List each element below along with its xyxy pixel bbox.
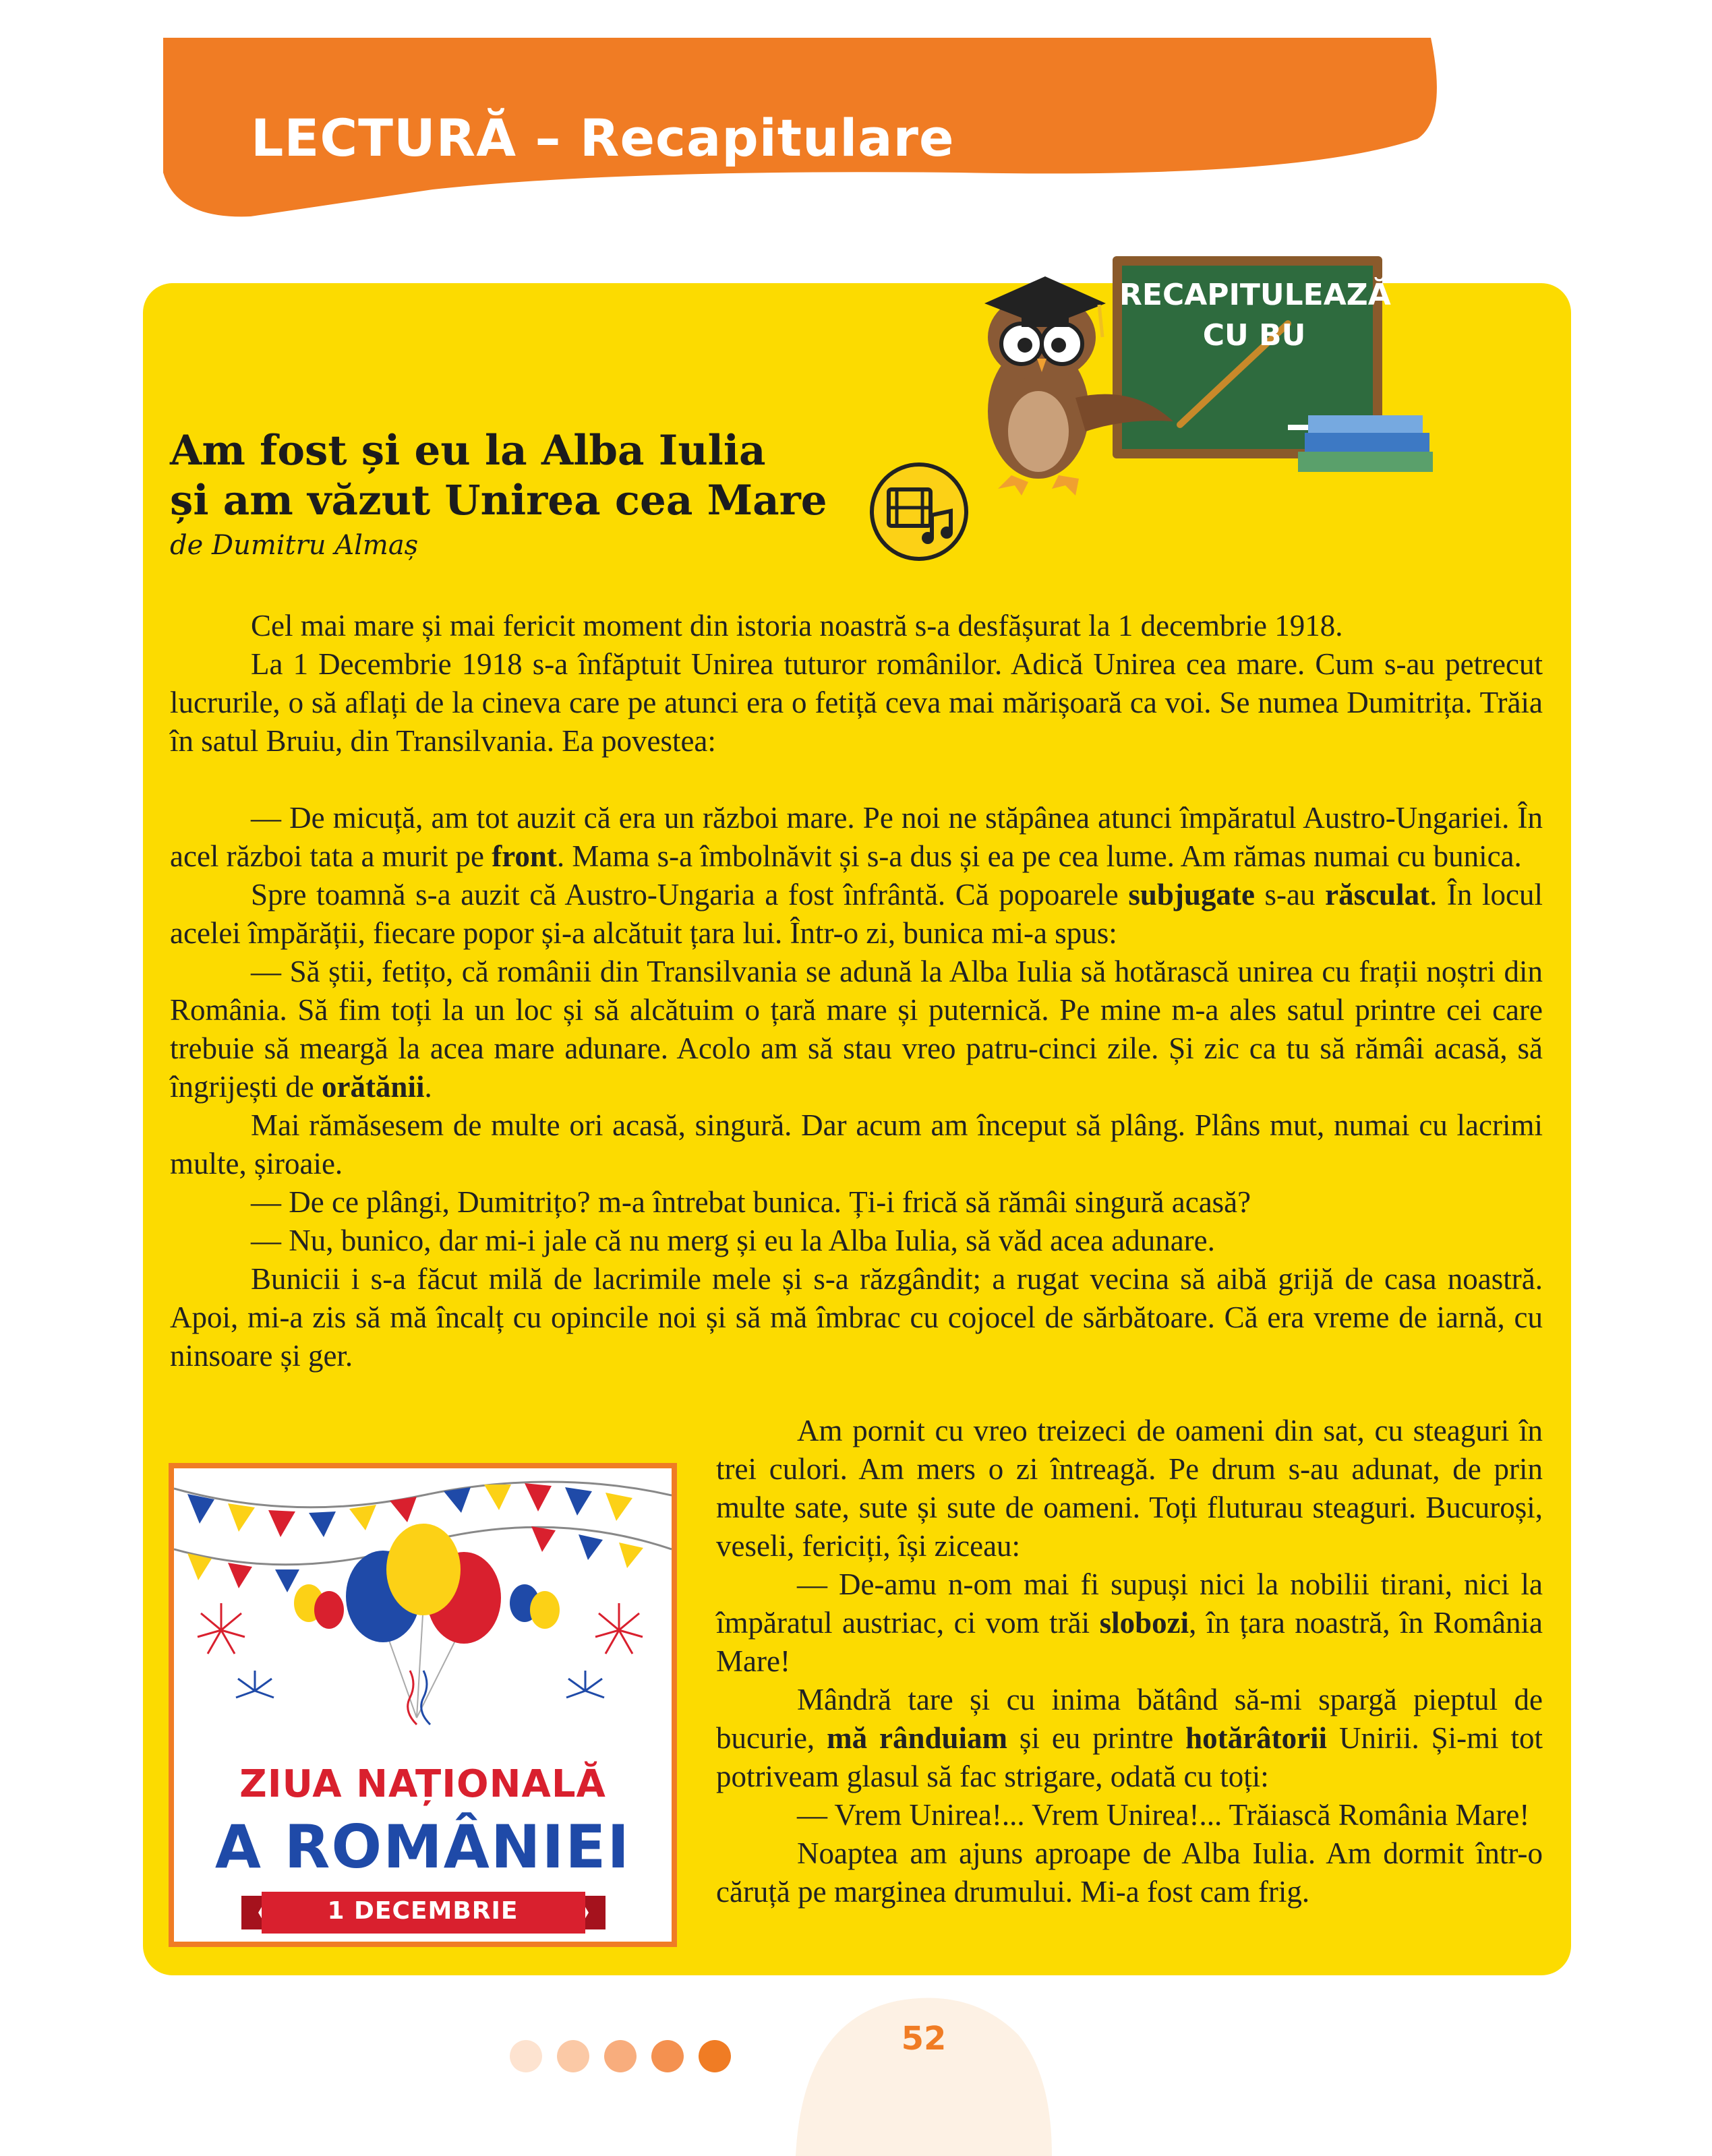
poster-date: 1 DECEMBRIE [327, 1897, 519, 1925]
paragraph: Cel mai mare și mai fericit moment din istoria noastră s-a desfășurat la 1 decembrie 1918. [251, 609, 1343, 642]
page-number: 52 [901, 2020, 947, 2058]
poster-title-line-2: A ROMÂNIEI [214, 1812, 631, 1882]
glossary-term: mă rânduiam [827, 1721, 1008, 1755]
paragraph: Mândră tare și cu inima bătând să-mi spargă pieptul de bucurie, mă rânduiam și eu printre hotărâtorii Unirii. Și-mi tot potriveam glasul să fac strigare, odată cu toți: [716, 1683, 1543, 1793]
paragraph: — De ce plângi, Dumitrițo? m-a întrebat bunica. Ți-i frică să rămâi singură acasă? [251, 1185, 1251, 1219]
decorative-dots [499, 2036, 755, 2076]
paragraph: Mai rămăsesem de multe ori acasă, singură. Dar acum am început să plâng. Plâns mut, numai cu lacrimi multe, șiroaie. [170, 1108, 1543, 1180]
paragraph: Bunicii i s-a făcut milă de lacrimile mele și s-a răzgândit; a rugat vecina să aibă grijă de casa noastră. Apoi, mi-a zis să mă încalț cu opincile noi și să mă îmbrac cu cojocel de sărbătoare. Că era vreme de iarnă, cu ninsoare și ger. [170, 1262, 1543, 1373]
board-line-1: RECAPITULEAZĂ [1119, 278, 1391, 312]
paragraph: La 1 Decembrie 1918 s-a înfăptuit Unirea tuturor românilor. Adică Unirea cea mare. Cum s-au petrecut lucrurile, o să aflați de la cineva care pe atunci era o fetiță ceva mai mărișoară ca voi. Se numea Dumitrița. Trăia în satul Bruiu, din Transilvania. Ea povestea: [170, 647, 1543, 758]
chalkboard-text [1119, 275, 1389, 356]
story-title-line-1: Am fost și eu la Alba Iulia [170, 427, 766, 475]
glossary-term: răsculat [1325, 878, 1430, 911]
paragraph: Spre toamnă s-a auzit că Austro-Ungaria a fost înfrântă. Că popoarele subjugate s-au răsculat. În locul acelei împărății, fiecare popor și-a alcătuit țara lui. Într-o zi, bunica mi-a spus: [170, 878, 1543, 950]
glossary-term: orătănii [321, 1070, 425, 1104]
paragraph: Am pornit cu vreo treizeci de oameni din sat, cu steaguri în trei culori. Am mers o zi întreagă. Pe drum s-au adunat, de prin multe sate, sute și sute de oameni. Toți fluturau steaguri. Bucuroși, veseli, fericiți, își ziceau: [716, 1414, 1543, 1563]
glossary-term: subjugate [1128, 878, 1255, 911]
national-day-poster [169, 1463, 677, 1947]
paragraph: — De micuță, am tot auzit că era un război mare. Pe noi ne stăpânea atunci împăratul Austro-Ungariei. În acel război tata a murit pe front. Mama s-a îmbolnăvit și s-a dus și ea pe cea lume. Am rămas numai cu bunica. [170, 801, 1543, 873]
paragraph: — Vrem Unirea!... Vrem Unirea!... Trăiască România Mare! [797, 1798, 1530, 1832]
paragraph: — Nu, bunico, dar mi-i jale că nu merg și eu la Alba Iulia, să văd acea adunare. [251, 1224, 1215, 1257]
paragraph: — De-amu n-om mai fi supuși nici la nobilii tirani, nici la împăratul austriac, ci vom trăi slobozi, în țara noastră, în România Mare! [716, 1567, 1543, 1678]
story-title-line-2: și am văzut Unirea cea Mare [170, 477, 827, 525]
paragraph: — Să știi, fetițo, că românii din Transilvania se adună la Alba Iulia să hotărască unirea cu frații noștri din România. Să fim toți la un loc și să alcătuim o țară mare și puternică. Pe mine m-a ales satul printre cei care trebuie să meargă la acea mare adunare. Acolo am să stau vreo patru-cinci zile. Și zic ca tu să rămâi acasă, să îngrijești de orătănii. [170, 955, 1543, 1104]
story-body [170, 607, 1543, 1375]
board-line-2: CU BU [1202, 318, 1306, 353]
page-number-tab [796, 1994, 1052, 2156]
story-body-column [716, 1412, 1543, 1911]
bunting-balloons-illustration [174, 1468, 672, 1758]
glossary-term: slobozi [1099, 1606, 1189, 1640]
glossary-term: front [492, 839, 557, 873]
paragraph: Noaptea am ajuns aproape de Alba Iulia. Am dormit într-o căruță pe marginea drumului. Mi-a fost cam frig. [716, 1836, 1543, 1909]
poster-title-line-1: ZIUA NAȚIONALĂ [239, 1762, 606, 1806]
glossary-term: hotărâtorii [1185, 1721, 1328, 1755]
section-title: LECTURĂ – Recapitulare [251, 108, 955, 168]
story-author: de Dumitru Almaș [170, 530, 419, 561]
video-audio-icon[interactable] [870, 462, 968, 561]
story-title [170, 426, 912, 526]
